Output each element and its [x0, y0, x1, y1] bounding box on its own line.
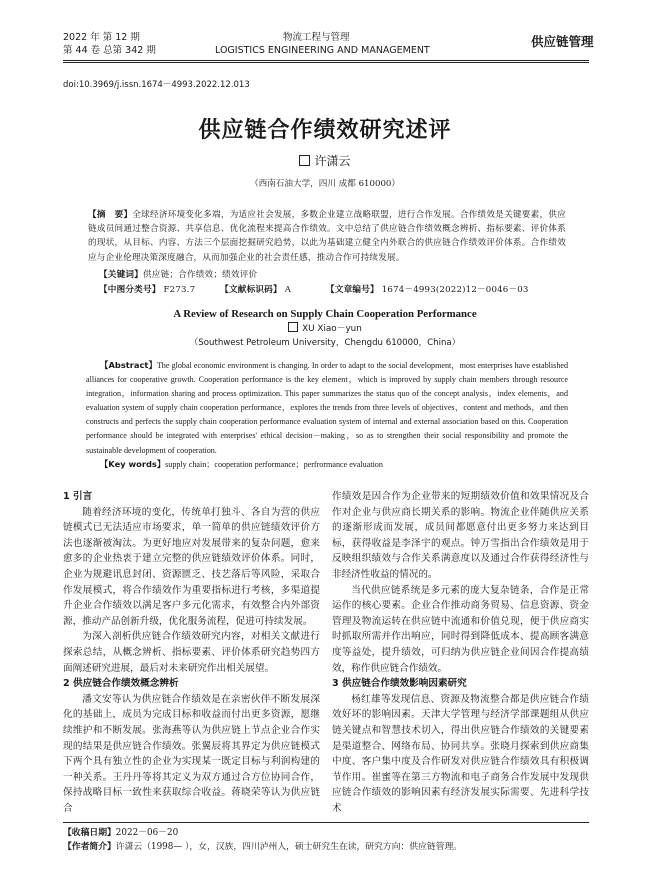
abstract-en-label: 【Abstract】	[100, 360, 157, 370]
checkbox-mark-icon	[299, 155, 310, 166]
section-heading-intro: 1 引言	[63, 491, 93, 502]
received-value: 2022－06－20	[115, 828, 179, 838]
checkbox-mark-en-icon	[288, 322, 298, 332]
article-no-value: 1674－4993(2022)12－0046－03	[381, 285, 529, 295]
author-cn	[0, 152, 650, 170]
header-rule	[63, 60, 589, 61]
abstract-cn	[88, 208, 566, 265]
paragraph: 杨红雄等发现信息、资源及物流整合都是供应链合作绩效好坏的影响因素。天津大学管理与经济学部课题组从供应链关键点和智慧技术切入，得出供应链合作绩效的关键要素是渠道整合、网络布局、协同共享。张晓月探索到供应商集中度、客户集中度及合作研发对供应链合作绩效具有积极调节作用。崔蜜等在第三方物流和电子商务合作发展中发现供应链合作绩效的影响因素有经济发展实际需要、先进科学技术	[332, 693, 589, 814]
keywords-en	[100, 457, 568, 472]
clc-label: 【中图分类号】	[99, 285, 161, 295]
keywords-en-label: 【Key words】	[100, 459, 166, 469]
body-right-column	[332, 489, 589, 816]
section-heading-concept: 2 供应链合作绩效概念辨析	[63, 678, 179, 690]
keywords-cn	[99, 268, 569, 282]
classification-line	[99, 283, 569, 297]
keywords-en-text: supply chain；cooperation performance；perfrormance evaluation	[165, 460, 383, 469]
journal-name-cn: 物流工程与管理	[283, 32, 350, 43]
author-bio-text: 许潇云（1998— ），女，汉族，四川泸州人，硕士研究生在读，研究方向：供应链管理。	[115, 842, 463, 852]
footnote-rule	[63, 822, 589, 823]
paper-title-cn: 供应链合作绩效研究述评	[198, 117, 452, 143]
doc-code-label: 【文献标识码】	[220, 285, 282, 295]
received-date	[63, 826, 589, 840]
author-name-en: XU Xiao－yun	[302, 324, 362, 334]
journal-name-en: LOGISTICS ENGINEERING AND MANAGEMENT	[215, 45, 430, 56]
received-label: 【收稿日期】	[63, 828, 116, 838]
paragraph: 为深入剖析供应链合作绩效研究内容，对相关文献进行探索总结，从概念辨析、指标要素、评价体系研究趋势四方面阐述研究进展，最后对未来研究作出相关展望。	[63, 631, 320, 674]
header-rule-thin	[63, 62, 589, 63]
section-heading-factors: 3 供应链合作绩效影响因素研究	[332, 678, 467, 690]
affiliation-cn: （西南石油大学，四川 成都 610000）	[250, 179, 400, 189]
abstract-en	[86, 358, 568, 458]
issue-line: 2022 年 第 12 期	[63, 32, 140, 43]
section-label: 供应链管理	[531, 34, 594, 49]
doc-code-value: A	[284, 285, 292, 295]
abstract-en-text: The global economic environment is changing. In order to adapt to the social development，most enterprises have established alliances for cooperative growth. Cooperation performance is the key element，which is improved by supply chain members through resource integration，information sharing and process optimization. This paper summarizes the status quo of the concept analysis，index elements，and evaluation system of supply chain cooperation performance，explores the trends from three levels of objectives，content and methods，and then constructs and perfects the supply chain cooperation performance evaluation system of internal and external association based on this. Cooperation performance should be integrated with enterprises' ethical decision－making，so as to strengthen their social responsibility and promote the sustainable development of cooperation.	[86, 361, 569, 455]
author-bio-label: 【作者简介】	[63, 842, 116, 852]
abstract-cn-label: 【摘 要】	[88, 210, 133, 220]
abstract-cn-text: 全球经济环境变化多端，为适应社会发展，多数企业建立战略联盟，进行合作发展。合作绩效是关键要素，供应链成员间通过整合资源、共享信息、优化流程来提高合作绩效。文中总结了供应链合作绩效概念辨析、指标要素、评价体系的现状，从目标、内容、方法三个层面挖掘研究趋势，以此为基础建立健全内外联合的供应链合作绩效评价体系。合作绩效应与企业伦理决策深度融合，从而加强企业的社会责任感，推动合作可持续发展。	[88, 210, 566, 263]
body-left-column	[63, 489, 320, 816]
paragraph: 潘文安等认为供应链合作绩效是在亲密伙伴不断发展深化的基础上，成员为完成目标和收益而付出更多资源，愿继续维护和不断发展。张海燕等认为供应链上节点企业合作实现的结果是供应链合作绩效。张翼辰将其界定为供应链模式下两个具有独立性的企业为实现某一既定目标与利润构建的一种关系。王丹丹等将其定义为双方通过合方位协同合作，保持战略目标一致性来获取综合收益。蒋晓荣等认为供应链合	[63, 693, 320, 814]
doi: doi:10.3969/j.issn.1674－4993.2022.12.013	[63, 80, 250, 90]
author-name-cn: 许潇云	[314, 154, 351, 168]
paragraph: 随着经济环境的变化，传统单打独斗、各自为营的供应链模式已无法适应市场要求，单一简单的供应链绩效评价方法也逐渐被淘汰。为更好地应对发展带来的复杂问题，愈来愈多的企业热衷于建立完整的供应链绩效评价体系。同时，企业为规避讯息封闭、资源匮乏、技艺落后等风险，采取合作发展模式，将合作绩效作为重要指标进行考核，多渠道提升企业合作绩效以满足客户多元化需求，有效整合内外部资源，推动产品创新升级，优化服务流程，促进可持续发展。	[63, 506, 320, 627]
paragraph: 当代供应链系统是多元素的庞大复杂链条，合作是正常运作的核心要素。企业合作推动商务贸易、信息资源、资金管理及物流运转在供应链中流通和价值兑现，便于供应商实时抓取所需并作出响应，同时得到降低成本、提高顾客满意度等益处，提升绩效，可归纳为供应链企业间因合作提高绩效，称作供应链合作绩效。	[332, 584, 589, 674]
footnote	[63, 826, 589, 854]
volume-line: 第 44 卷 总第 342 期	[63, 45, 156, 56]
affiliation-en: （Southwest Petroleum University，Chengdu 610000，China）	[189, 338, 461, 348]
author-en	[0, 322, 650, 336]
clc-value: F273.7	[163, 285, 196, 295]
keywords-cn-text: 供应链；合作绩效；绩效评价	[142, 270, 258, 280]
author-bio	[63, 840, 589, 854]
article-no-label: 【文章编号】	[326, 285, 379, 295]
keywords-cn-label: 【关键词】	[99, 270, 143, 280]
paper-title-en: A Review of Research on Supply Chain Cooperation Performance	[173, 308, 477, 320]
paragraph: 作绩效是因合作为企业带来的短期绩效价值和效果情况及合作对企业与供应商长期关系的影响。物流企业伴随供应关系的逐渐形成而发展，成员间都愿意付出更多努力来达到目标，获得收益是李泽宇的观点。钟万雪指出合作绩效是用于反映组织绩效与合作关系满意度以及通过合作获得经济性与非经济性收益的情况的。	[332, 491, 589, 580]
